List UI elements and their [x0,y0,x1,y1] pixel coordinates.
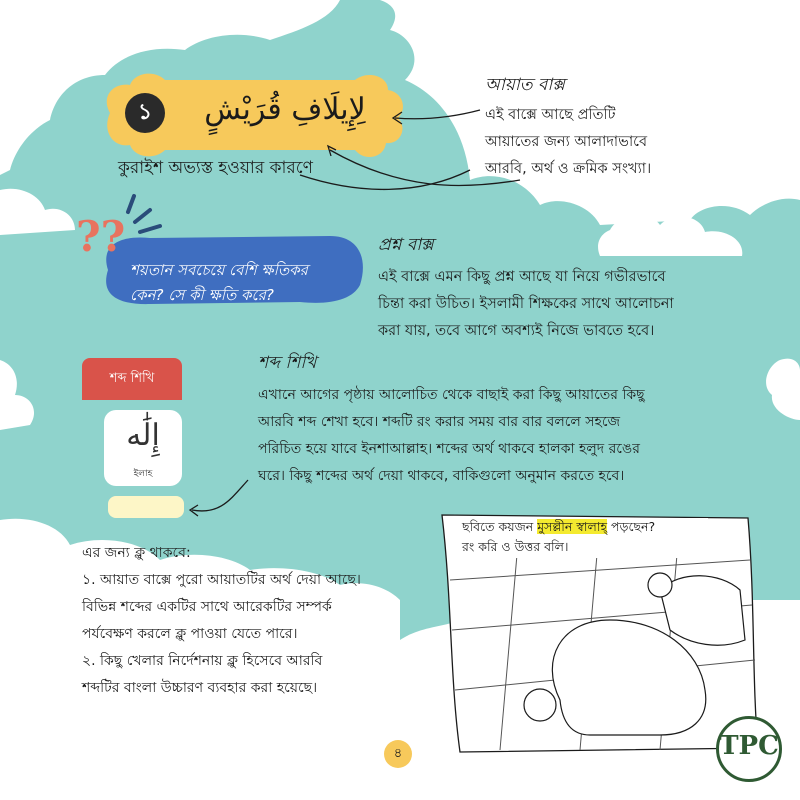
publisher-logo-text: TPC [719,731,779,761]
question-note-line: এই বাক্সে এমন কিছু প্রশ্ন আছে যা নিয়ে গভীরভাবে [378,269,666,285]
ayat-meaning-text: কুরাইশ অভ্যস্ত হওয়ার কারণে [118,158,313,178]
caption-line-1 [462,519,742,539]
ayat-box-note-line: আরবি, অর্থ ও ক্রমিক সংখ্যা। [485,161,652,177]
clue-note-body [82,567,422,702]
word-note-line: এখানে আগের পৃষ্ঠায় আলোচিত থেকে বাছাই করা কিছু আয়াতের কিছু [258,387,645,403]
word-note-line: আরবি শব্দ শেখা হবে। শব্দটি রং করার সময় বার বার বললে সহজে [258,414,621,430]
word-arabic-text: إِلَٰه [126,418,160,453]
question-note-title: প্রশ্ন বাক্স [378,235,434,255]
word-note-line: পরিচিত হয়ে যাবে ইনশাআল্লাহ। শব্দের অর্থ থাকবে হালকা হলুদ রঙের [258,441,640,457]
question-line: কেন? সে কী ক্ষতি করে? [130,286,274,304]
question-note-line: করা যায়, তবে আগে অবশ্যই নিজে ভাবতে হবে। [378,323,655,339]
word-note-body [258,382,788,490]
question-note [378,232,778,345]
page-number: ৪ [384,740,412,768]
clue-note-line: শব্দটির বাংলা উচ্চারণ ব্যবহার করা হয়েছে। [82,680,318,696]
clue-note-line: ২. কিছু খেলার নির্দেশনায় ক্লু হিসেবে আরবি [82,653,323,669]
ayat-number-badge: ১ [125,93,165,133]
caption-line-2: রং করি ও উত্তর বলি। [462,539,569,554]
ayat-box-note-line: আয়াতের জন্য আলাদাভাবে [485,134,648,150]
word-meaning-box [108,496,184,518]
clue-note-title: এর জন্য ক্লু থাকবে: [82,545,191,561]
ayat-arabic-text: لِإِيلَافِ قُرَيْشٍ [204,92,366,127]
clue-note-line: ১. আয়াত বাক্সে পুরো আয়াতটির অর্থ দেয়া আছে। [82,572,361,588]
question-note-line: চিন্তা করা উচিত। ইসলামী শিক্ষকের সাথে আলোচনা [378,296,674,312]
word-learn-tab: শব্দ শিখি [82,358,182,400]
illustration-caption [462,519,742,559]
word-note-title: শব্দ শিখি [258,353,317,373]
ayat-box-note [485,72,785,183]
clue-note [82,540,422,702]
caption-highlight: মুসল্লীন স্বালাহ্‌ [537,519,608,534]
caption-prefix: ছবিতে কয়জন [462,519,538,534]
caption-suffix: পড়ছেন? [607,519,656,534]
clue-note-line: পর্যবেক্ষণ করলে ক্লু পাওয়া যেতে পারে। [82,626,298,642]
word-note [258,350,788,490]
question-text [130,258,345,308]
question-line: শয়তান সবচেয়ে বেশি ক্ষতিকর [130,261,308,279]
question-sparkle-lines [128,196,160,232]
word-note-line: ঘরে। কিছু শব্দের অর্থ দেয়া থাকবে, বাকিগুলো অনুমান করতে হবে। [258,468,625,484]
ayat-box-note-body [485,102,785,183]
clue-note-line: বিভিন্ন শব্দের একটির সাথে আরেকটির সম্পর্ক [82,599,332,615]
ayat-box-note-title: আয়াত বাক্স [485,75,565,95]
question-mark-icon: ?? [76,212,126,261]
question-note-body [378,264,778,345]
ayat-box-note-line: এই বাক্সে আছে প্রতিটি [485,107,616,123]
word-bangla-label: ইলাহ [133,469,153,479]
